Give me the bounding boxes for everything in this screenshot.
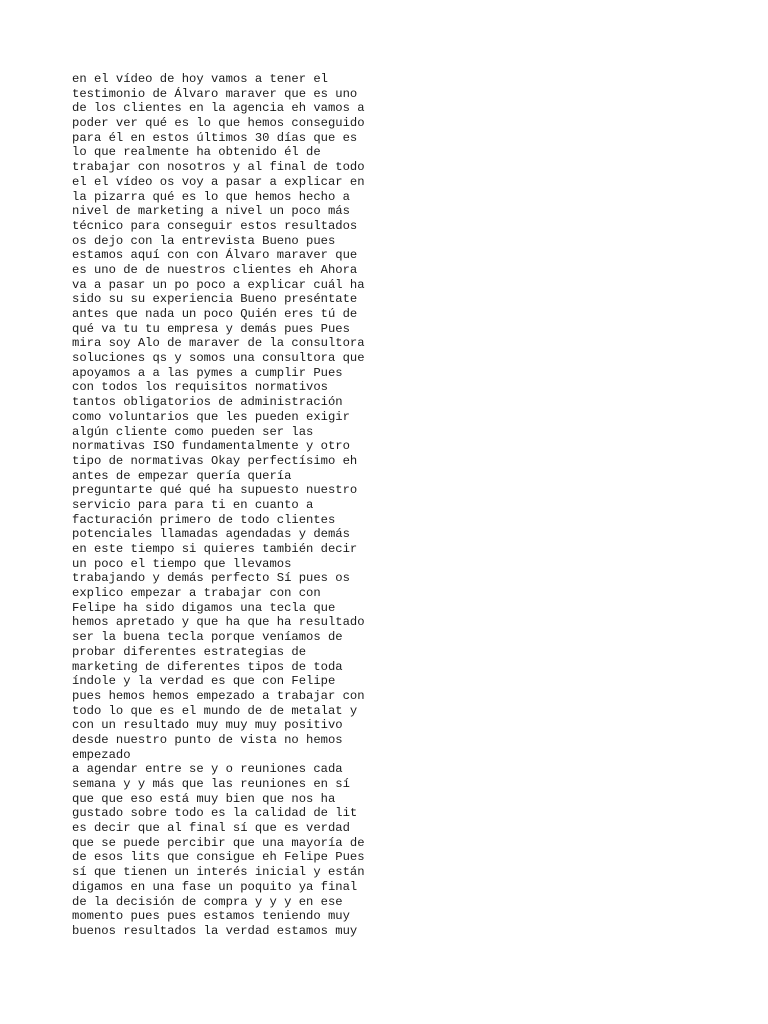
text-line: semana y y más que las reuniones en sí bbox=[72, 777, 350, 791]
text-line: como voluntarios que les pueden exigir bbox=[72, 409, 350, 424]
text-line: marketing de diferentes tipos de toda bbox=[72, 659, 343, 674]
text-line: en este tiempo si quieres también decir bbox=[72, 542, 358, 556]
text-line: estamos aquí con con Álvaro maraver que bbox=[72, 248, 358, 263]
text-line: es uno de de nuestros clientes eh Ahora bbox=[72, 262, 358, 277]
text-line: poder ver qué es lo que hemos conseguido bbox=[72, 116, 365, 131]
text-line: sido su su experiencia Bueno preséntate bbox=[72, 292, 358, 307]
text-line: antes que nada un poco Quién eres tú de bbox=[72, 307, 358, 321]
text-line: ser la buena tecla porque veníamos de bbox=[72, 630, 343, 645]
text-line: servicio para para ti en cuanto a bbox=[72, 497, 314, 512]
text-line: potenciales llamadas agendadas y demás bbox=[72, 527, 350, 542]
text-line: de los clientes en la agencia eh vamos a bbox=[72, 101, 365, 116]
text-line: es decir que al final sí que es verdad bbox=[72, 821, 350, 836]
text-line: a agendar entre se y o reuniones cada bbox=[72, 762, 343, 777]
text-line: nivel de marketing a nivel un poco más bbox=[72, 204, 350, 219]
text-line: mira soy Alo de maraver de la consultora bbox=[72, 336, 365, 351]
text-line: con un resultado muy muy muy positivo bbox=[72, 718, 343, 733]
text-line: antes de empezar quería quería bbox=[72, 468, 292, 483]
text-line: buenos resultados la verdad estamos muy bbox=[72, 923, 358, 938]
text-line: de la decisión de compra y y y en ese bbox=[72, 894, 343, 909]
text-line: Felipe ha sido digamos una tecla que bbox=[72, 600, 336, 615]
text-line: qué va tu tu empresa y demás pues Pues bbox=[72, 321, 350, 336]
document-page bbox=[72, 72, 692, 939]
text-line: trabajar con nosotros y al final de todo bbox=[72, 160, 365, 175]
text-line: testimonio de Álvaro maraver que es uno bbox=[72, 86, 358, 101]
text-line: preguntarte qué qué ha supuesto nuestro bbox=[72, 483, 358, 498]
text-line: trabajando y demás perfecto Sí pues os bbox=[72, 571, 350, 586]
text-line: apoyamos a a las pymes a cumplir Pues bbox=[72, 365, 343, 380]
text-line: tipo de normativas Okay perfectísimo eh bbox=[72, 453, 358, 468]
text-line: de esos lits que consigue eh Felipe Pues bbox=[72, 850, 365, 865]
text-line: soluciones qs y somos una consultora que bbox=[72, 351, 365, 366]
text-line: normativas ISO fundamentalmente y otro bbox=[72, 439, 350, 454]
text-line: empezado bbox=[72, 747, 131, 762]
text-line: facturación primero de todo clientes bbox=[72, 512, 336, 527]
text-line: lo que realmente ha obtenido él de bbox=[72, 145, 321, 160]
text-line: tantos obligatorios de administración bbox=[72, 395, 343, 410]
text-line: momento pues pues estamos teniendo muy bbox=[72, 909, 350, 924]
text-line: os dejo con la entrevista Bueno pues bbox=[72, 233, 336, 248]
text-line: va a pasar un po poco a explicar cuál ha bbox=[72, 277, 365, 292]
text-line: que que eso está muy bien que nos ha bbox=[72, 791, 336, 806]
text-line: pues hemos hemos empezado a trabajar con bbox=[72, 688, 365, 703]
text-line: con todos los requisitos normativos bbox=[72, 380, 328, 395]
text-line: índole y la verdad es que con Felipe bbox=[72, 674, 336, 689]
text-line: técnico para conseguir estos resultados bbox=[72, 218, 358, 233]
text-line: la pizarra qué es lo que hemos hecho a bbox=[72, 189, 350, 204]
text-line: gustado sobre todo es la calidad de lit bbox=[72, 806, 358, 821]
text-line: hemos apretado y que ha que ha resultado bbox=[72, 615, 365, 630]
text-line: para él en estos últimos 30 días que es bbox=[72, 130, 358, 145]
text-line: que se puede percibir que una mayoría de bbox=[72, 835, 365, 850]
text-line: probar diferentes estrategias de bbox=[72, 644, 307, 659]
text-line: un poco el tiempo que llevamos bbox=[72, 556, 292, 571]
text-line: el el vídeo os voy a pasar a explicar en bbox=[72, 174, 365, 189]
text-line: desde nuestro punto de vista no hemos bbox=[72, 732, 343, 747]
text-line: sí que tienen un interés inicial y están bbox=[72, 865, 365, 880]
text-line: en el vídeo de hoy vamos a tener el bbox=[72, 72, 328, 86]
text-line: digamos en una fase un poquito ya final bbox=[72, 879, 358, 894]
text-line: explico empezar a trabajar con con bbox=[72, 586, 321, 601]
text-line: algún cliente como pueden ser las bbox=[72, 424, 314, 439]
text-line: todo lo que es el mundo de de metalat y bbox=[72, 703, 358, 718]
